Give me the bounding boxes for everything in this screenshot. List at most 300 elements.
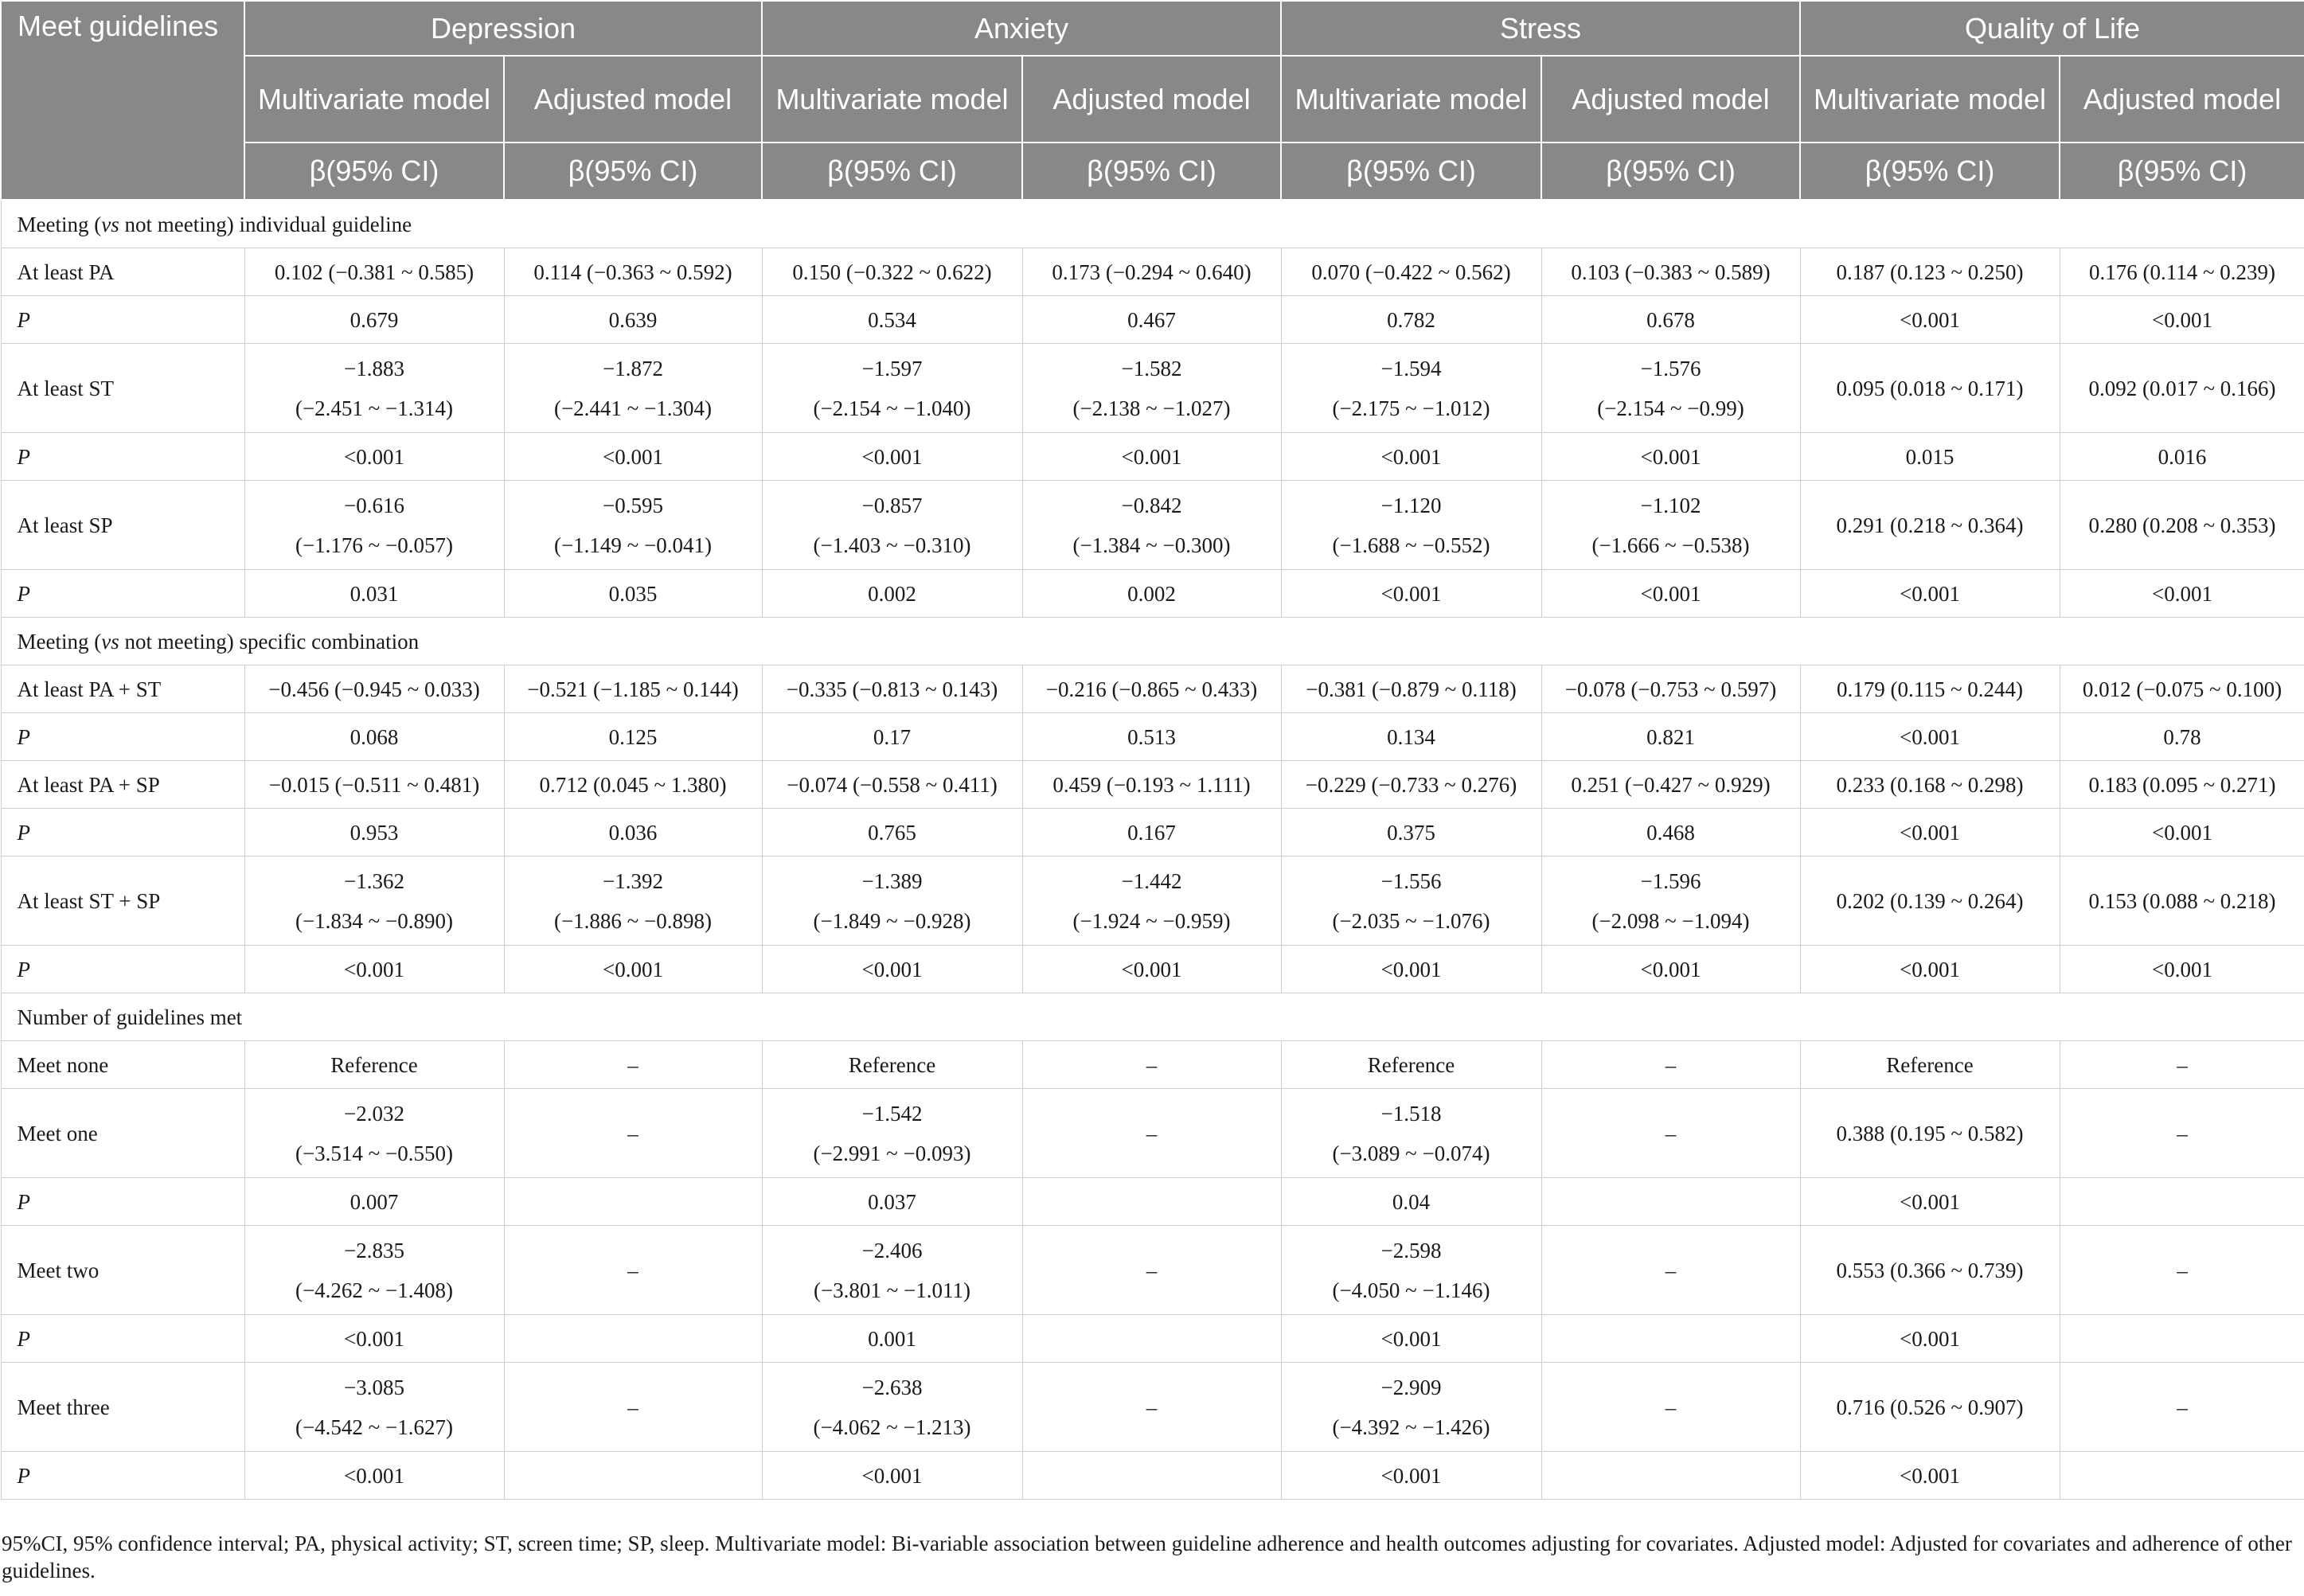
- cell-value: 0.553 (0.366 ~ 0.739): [1836, 1258, 2024, 1282]
- cell-value: −0.456 (−0.945 ~ 0.033): [268, 677, 480, 701]
- cell-value: 0.716 (0.526 ~ 0.907): [1836, 1395, 2024, 1419]
- cell-value: <0.001: [861, 957, 923, 981]
- row-label-header: Meet guidelines: [1, 1, 244, 200]
- table-cell: [1022, 713, 1281, 761]
- table-cell: [762, 665, 1022, 713]
- cell-value: −1.582: [1121, 356, 1182, 380]
- cell-value: −2.835: [344, 1238, 404, 1262]
- p-value-row: [1, 1178, 2304, 1226]
- cell-value: <0.001: [1640, 581, 1701, 606]
- table-cell: [2060, 481, 2304, 570]
- cell-value: –: [1665, 1052, 1677, 1077]
- cell-value: −3.085: [344, 1375, 404, 1399]
- section-title-text: Number of guidelines met: [17, 1005, 243, 1029]
- cell-value: <0.001: [1640, 957, 1701, 981]
- table-cell: [2060, 857, 2304, 946]
- table-cell: [504, 344, 762, 433]
- cell-value: –: [1665, 1121, 1677, 1145]
- cell-value: 0.002: [1127, 581, 1176, 606]
- table-cell: [1541, 946, 1800, 993]
- table-cell: [244, 1363, 504, 1452]
- table-cell: [1281, 1178, 1541, 1226]
- cell-value: Reference: [1367, 1052, 1455, 1077]
- table-cell: [244, 665, 504, 713]
- cell-value: 0.04: [1392, 1189, 1431, 1214]
- row-label: P: [1, 946, 244, 993]
- table-cell: [2060, 665, 2304, 713]
- table-cell: [244, 946, 504, 993]
- cell-value: (−1.886 ~ −0.898): [553, 908, 713, 933]
- cell-value: (−4.392 ~ −1.426): [1332, 1415, 1490, 1439]
- p-value-row: [1, 713, 2304, 761]
- table-cell: [1022, 1315, 1281, 1363]
- row-label: At least ST + SP: [1, 857, 244, 946]
- cell-value: –: [627, 1258, 638, 1282]
- cell-value: <0.001: [861, 1463, 923, 1488]
- section-title: [1, 993, 2304, 1041]
- table-cell: [1022, 481, 1281, 570]
- cell-value: (−3.801 ~ −1.011): [813, 1278, 971, 1302]
- cell-value: <0.001: [861, 444, 923, 469]
- table-cell: [1800, 1041, 2060, 1089]
- cell-value: −0.335 (−0.813 ~ 0.143): [786, 677, 998, 701]
- table-cell: [244, 1226, 504, 1315]
- table-cell: [2060, 296, 2304, 344]
- row-label: At least PA: [1, 248, 244, 296]
- row-label: P: [1, 296, 244, 344]
- table-cell: [762, 946, 1022, 993]
- section-row: [1, 618, 2304, 665]
- table-cell: [762, 1041, 1022, 1089]
- cell-value: 0.103 (−0.383 ~ 0.589): [1571, 259, 1771, 284]
- table-row: [1, 665, 2304, 713]
- outcome-header-anxiety: Anxiety: [762, 1, 1281, 56]
- table-cell: [2060, 1452, 2304, 1500]
- row-label: P: [1, 1178, 244, 1226]
- table-cell: [1281, 1041, 1541, 1089]
- cell-value: 0.031: [350, 581, 399, 606]
- cell-value: −1.389: [861, 868, 923, 893]
- p-value-row: [1, 1452, 2304, 1500]
- cell-value: <0.001: [603, 957, 663, 981]
- table-cell: [1541, 248, 1800, 296]
- table-cell: [2060, 1226, 2304, 1315]
- cell-value: −1.518: [1380, 1101, 1442, 1126]
- row-label: P: [1, 713, 244, 761]
- table-cell: [1541, 713, 1800, 761]
- stat-header: β(95% CI): [762, 142, 1022, 200]
- table-cell: [244, 481, 504, 570]
- table-cell: [1800, 1178, 2060, 1226]
- table-cell: [1800, 946, 2060, 993]
- table-cell: [504, 1178, 762, 1226]
- table-cell: [2060, 1089, 2304, 1178]
- cell-value: <0.001: [2152, 820, 2212, 845]
- cell-value: 0.134: [1387, 724, 1435, 749]
- cell-value: <0.001: [1121, 957, 1182, 981]
- cell-value: −0.078 (−0.753 ~ 0.597): [1564, 677, 1777, 701]
- cell-value: <0.001: [1121, 444, 1182, 469]
- table-cell: [762, 481, 1022, 570]
- table-cell: [1541, 1178, 1800, 1226]
- cell-value: −1.596: [1640, 868, 1701, 893]
- table-cell: [504, 1452, 762, 1500]
- model-header: Multivariate model: [1281, 56, 1541, 142]
- cell-value: (−4.262 ~ −1.408): [295, 1278, 454, 1302]
- cell-value: <0.001: [1640, 444, 1701, 469]
- cell-value: 0.459 (−0.193 ~ 1.111): [1052, 772, 1251, 797]
- row-label: Meet none: [1, 1041, 244, 1089]
- cell-value: –: [2177, 1258, 2188, 1282]
- table-cell: [1281, 857, 1541, 946]
- cell-value: 0.173 (−0.294 ~ 0.640): [1052, 259, 1252, 284]
- cell-value: <0.001: [1900, 724, 1960, 749]
- section-title: [1, 618, 2304, 665]
- cell-value: <0.001: [1900, 1189, 1960, 1214]
- stat-header: β(95% CI): [1541, 142, 1800, 200]
- model-header: Adjusted model: [2060, 56, 2304, 142]
- table-cell: [2060, 1178, 2304, 1226]
- table-cell: [762, 570, 1022, 618]
- table-cell: [762, 248, 1022, 296]
- table-cell: [2060, 809, 2304, 857]
- cell-value: 0.068: [350, 724, 399, 749]
- cell-value: 0.036: [608, 820, 658, 845]
- table-cell: [762, 1089, 1022, 1178]
- table-cell: [244, 344, 504, 433]
- p-value-row: [1, 946, 2304, 993]
- table-cell: [244, 433, 504, 481]
- cell-value: 0.176 (0.114 ~ 0.239): [2088, 259, 2276, 284]
- table-cell: [2060, 946, 2304, 993]
- cell-value: –: [627, 1121, 638, 1145]
- cell-value: <0.001: [1380, 1326, 1442, 1351]
- cell-value: 0.037: [868, 1189, 916, 1214]
- cell-value: <0.001: [1900, 307, 1960, 332]
- table-cell: [244, 761, 504, 809]
- cell-value: 0.233 (0.168 ~ 0.298): [1836, 772, 2024, 797]
- cell-value: 0.114 (−0.363 ~ 0.592): [533, 259, 732, 284]
- cell-value: –: [1665, 1258, 1677, 1282]
- cell-value: −0.521 (−1.185 ~ 0.144): [527, 677, 739, 701]
- cell-value: 0.468: [1646, 820, 1695, 845]
- cell-value: 0.678: [1646, 307, 1695, 332]
- table-cell: [1541, 1363, 1800, 1452]
- cell-value: −1.594: [1380, 356, 1442, 380]
- cell-value: Reference: [1886, 1052, 1974, 1077]
- cell-value: (−2.138 ~ −1.027): [1072, 396, 1231, 420]
- section-title-text: Meeting (: [17, 629, 102, 654]
- cell-value: 0.125: [608, 724, 658, 749]
- model-header: Multivariate model: [1800, 56, 2060, 142]
- table-cell: [1541, 433, 1800, 481]
- table-cell: [1281, 248, 1541, 296]
- cell-value: 0.187 (0.123 ~ 0.250): [1836, 259, 2024, 284]
- table-cell: [1541, 857, 1800, 946]
- table-cell: [244, 1178, 504, 1226]
- cell-value: <0.001: [2152, 957, 2212, 981]
- cell-value: 0.179 (0.115 ~ 0.244): [1836, 677, 2024, 701]
- cell-value: <0.001: [1380, 444, 1442, 469]
- cell-value: 0.035: [608, 581, 658, 606]
- row-label: Meet three: [1, 1363, 244, 1452]
- cell-value: (−1.176 ~ −0.057): [295, 533, 454, 557]
- cell-value: 0.070 (−0.422 ~ 0.562): [1311, 259, 1511, 284]
- table-cell: [244, 296, 504, 344]
- table-cell: [504, 248, 762, 296]
- table-cell: [1022, 1226, 1281, 1315]
- table-body: [1, 200, 2304, 1500]
- table-cell: [244, 1315, 504, 1363]
- cell-value: (−1.403 ~ −0.310): [813, 533, 971, 557]
- cell-value: (−2.451 ~ −1.314): [295, 396, 454, 420]
- table-cell: [762, 1363, 1022, 1452]
- cell-value: 0.513: [1127, 724, 1176, 749]
- table-cell: [1022, 1452, 1281, 1500]
- table-cell: [244, 713, 504, 761]
- p-value-row: [1, 1315, 2304, 1363]
- cell-value: 0.467: [1127, 307, 1176, 332]
- table-cell: [1541, 1315, 1800, 1363]
- cell-value: −1.442: [1121, 868, 1182, 893]
- p-value-row: [1, 433, 2304, 481]
- cell-value: −2.598: [1380, 1238, 1442, 1262]
- model-header: Adjusted model: [1022, 56, 1281, 142]
- table-cell: [2060, 761, 2304, 809]
- p-value-row: [1, 296, 2304, 344]
- table-cell: [2060, 713, 2304, 761]
- cell-value: −0.229 (−0.733 ~ 0.276): [1305, 772, 1517, 797]
- table-cell: [244, 1041, 504, 1089]
- table-cell: [1281, 570, 1541, 618]
- outcome-header-depression: Depression: [244, 1, 762, 56]
- table-cell: [762, 1178, 1022, 1226]
- cell-value: −1.556: [1380, 868, 1442, 893]
- cell-value: 0.534: [868, 307, 916, 332]
- cell-value: −2.638: [861, 1375, 923, 1399]
- table-cell: [1541, 1226, 1800, 1315]
- table-cell: [1800, 433, 2060, 481]
- table-cell: [2060, 1041, 2304, 1089]
- cell-value: 0.953: [350, 820, 399, 845]
- cell-value: <0.001: [1900, 1463, 1960, 1488]
- table-footnote: 95%CI, 95% confidence interval; PA, physical activity; ST, screen time; SP, sleep. Multivariate model: Bi-variable association between guideline adherence and health outcomes adjusting for covariates. Adjusted model: Adjusted for covariates and adherence of other guidelines.: [2, 1532, 2292, 1582]
- table-cell: [1281, 761, 1541, 809]
- table-cell: [504, 433, 762, 481]
- cell-value: <0.001: [2152, 581, 2212, 606]
- table-cell: [1800, 1226, 2060, 1315]
- cell-value: 0.821: [1646, 724, 1695, 749]
- cell-value: 0.015: [1905, 444, 1954, 469]
- table-cell: [2060, 344, 2304, 433]
- model-header: Adjusted model: [504, 56, 762, 142]
- table-cell: [762, 1315, 1022, 1363]
- cell-value: (−2.098 ~ −1.094): [1591, 908, 1750, 933]
- cell-value: (−1.924 ~ −0.959): [1072, 908, 1231, 933]
- table-cell: [1022, 1178, 1281, 1226]
- table-cell: [2060, 1363, 2304, 1452]
- cell-value: 0.251 (−0.427 ~ 0.929): [1571, 772, 1771, 797]
- row-label: Meet two: [1, 1226, 244, 1315]
- section-title-text: not meeting) specific combination: [119, 629, 420, 654]
- table-cell: [1541, 1041, 1800, 1089]
- table-cell: [504, 761, 762, 809]
- table-cell: [1022, 809, 1281, 857]
- cell-value: −1.102: [1640, 493, 1701, 517]
- section-title-emphasis: vs: [101, 629, 119, 654]
- row-label: P: [1, 433, 244, 481]
- table-cell: [1022, 857, 1281, 946]
- cell-value: −0.857: [861, 493, 923, 517]
- table-cell: [1800, 296, 2060, 344]
- table-cell: [1800, 1363, 2060, 1452]
- cell-value: Reference: [330, 1052, 418, 1077]
- table-cell: [1800, 481, 2060, 570]
- table-cell: [1800, 1089, 2060, 1178]
- table-cell: [1022, 296, 1281, 344]
- row-label: At least PA + SP: [1, 761, 244, 809]
- cell-value: <0.001: [344, 1463, 404, 1488]
- table-cell: [1800, 857, 2060, 946]
- table-row: [1, 857, 2304, 946]
- stat-header: β(95% CI): [1800, 142, 2060, 200]
- table-cell: [762, 761, 1022, 809]
- cell-value: <0.001: [1380, 1463, 1442, 1488]
- table-cell: [1541, 665, 1800, 713]
- p-value-row: [1, 809, 2304, 857]
- table-cell: [1281, 713, 1541, 761]
- table-cell: [2060, 248, 2304, 296]
- cell-value: −2.909: [1380, 1375, 1442, 1399]
- cell-value: 0.202 (0.139 ~ 0.264): [1836, 888, 2024, 913]
- table-cell: [504, 1226, 762, 1315]
- table-cell: [1800, 248, 2060, 296]
- cell-value: –: [1665, 1395, 1677, 1419]
- table-cell: [1800, 761, 2060, 809]
- cell-value: <0.001: [1900, 581, 1960, 606]
- cell-value: <0.001: [603, 444, 663, 469]
- row-label: P: [1, 809, 244, 857]
- cell-value: −1.576: [1640, 356, 1701, 380]
- cell-value: (−2.154 ~ −1.040): [813, 396, 971, 420]
- cell-value: −1.597: [861, 356, 923, 380]
- table-cell: [1022, 665, 1281, 713]
- table-cell: [762, 344, 1022, 433]
- table-cell: [1800, 1315, 2060, 1363]
- table-cell: [1022, 1089, 1281, 1178]
- table-cell: [762, 1452, 1022, 1500]
- cell-value: 0.167: [1127, 820, 1176, 845]
- cell-value: (−2.175 ~ −1.012): [1332, 396, 1490, 420]
- table-cell: [504, 713, 762, 761]
- table-cell: [1800, 713, 2060, 761]
- cell-value: 0.388 (0.195 ~ 0.582): [1836, 1121, 2024, 1145]
- table-cell: [2060, 433, 2304, 481]
- table-cell: [244, 570, 504, 618]
- section-title-emphasis: vs: [101, 212, 119, 236]
- table-cell: [1800, 1452, 2060, 1500]
- section-title-text: not meeting) individual guideline: [119, 212, 412, 236]
- cell-value: −2.406: [861, 1238, 923, 1262]
- cell-value: 0.712 (0.045 ~ 1.380): [539, 772, 727, 797]
- cell-value: 0.092 (0.017 ~ 0.166): [2088, 376, 2276, 400]
- table-cell: [1022, 570, 1281, 618]
- table-cell: [244, 1452, 504, 1500]
- table-cell: [1800, 344, 2060, 433]
- table-cell: [1022, 946, 1281, 993]
- cell-value: <0.001: [1380, 957, 1442, 981]
- cell-value: 0.78: [2163, 724, 2201, 749]
- cell-value: (−1.149 ~ −0.041): [553, 533, 713, 557]
- cell-value: <0.001: [1900, 820, 1960, 845]
- table-cell: [1541, 481, 1800, 570]
- table-cell: [1022, 1041, 1281, 1089]
- table-cell: [1800, 665, 2060, 713]
- cell-value: (−3.514 ~ −0.550): [295, 1141, 454, 1165]
- cell-value: 0.280 (0.208 ~ 0.353): [2088, 513, 2276, 537]
- cell-value: 0.375: [1387, 820, 1435, 845]
- cell-value: 0.782: [1387, 307, 1435, 332]
- table-cell: [504, 1363, 762, 1452]
- cell-value: 0.012 (−0.075 ~ 0.100): [2082, 677, 2283, 701]
- table-cell: [244, 809, 504, 857]
- table-cell: [1541, 344, 1800, 433]
- outcome-header-stress: Stress: [1281, 1, 1800, 56]
- table-cell: [1281, 1363, 1541, 1452]
- table-row: [1, 481, 2304, 570]
- cell-value: –: [2177, 1121, 2188, 1145]
- table-cell: [1281, 946, 1541, 993]
- cell-value: –: [1146, 1258, 1158, 1282]
- table-cell: [504, 481, 762, 570]
- cell-value: <0.001: [1900, 957, 1960, 981]
- cell-value: 0.016: [2158, 444, 2207, 469]
- table-cell: [1281, 1452, 1541, 1500]
- cell-value: −2.032: [344, 1101, 404, 1126]
- table-cell: [762, 713, 1022, 761]
- table-cell: [762, 857, 1022, 946]
- section-row: [1, 200, 2304, 248]
- cell-value: 0.17: [873, 724, 912, 749]
- cell-value: <0.001: [1900, 1326, 1960, 1351]
- cell-value: (−1.384 ~ −0.300): [1072, 533, 1231, 557]
- table-cell: [244, 857, 504, 946]
- table-cell: [762, 296, 1022, 344]
- table-cell: [504, 665, 762, 713]
- cell-value: (−3.089 ~ −0.074): [1332, 1141, 1490, 1165]
- cell-value: <0.001: [344, 444, 404, 469]
- cell-value: (−1.834 ~ −0.890): [295, 908, 454, 933]
- table-cell: [504, 1089, 762, 1178]
- cell-value: −0.595: [603, 493, 663, 517]
- table-cell: [2060, 1315, 2304, 1363]
- cell-value: 0.679: [350, 307, 399, 332]
- cell-value: −1.120: [1380, 493, 1442, 517]
- table-cell: [1800, 809, 2060, 857]
- cell-value: −0.616: [344, 493, 404, 517]
- cell-value: –: [1146, 1395, 1158, 1419]
- cell-value: –: [1146, 1121, 1158, 1145]
- cell-value: –: [627, 1395, 638, 1419]
- table-cell: [762, 809, 1022, 857]
- table-cell: [504, 1315, 762, 1363]
- table-cell: [1022, 761, 1281, 809]
- cell-value: –: [2177, 1395, 2188, 1419]
- table-row: [1, 248, 2304, 296]
- cell-value: −0.015 (−0.511 ~ 0.481): [268, 772, 480, 797]
- cell-value: –: [2177, 1052, 2188, 1077]
- cell-value: 0.153 (0.088 ~ 0.218): [2088, 888, 2276, 913]
